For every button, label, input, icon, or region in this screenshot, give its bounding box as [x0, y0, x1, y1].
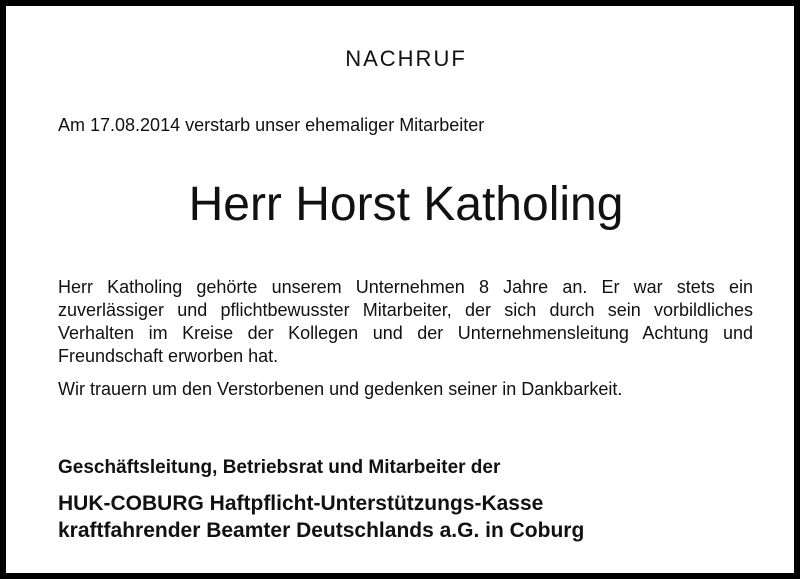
company-name-line-1: HUK-COBURG Haftpflicht-Unterstützungs-Kasse	[58, 492, 544, 515]
tribute-paragraph: Herr Katholing gehörte unserem Unternehmen 8 Jahre an. Er war stets ein zuverlässiger und pflichtbewusster Mitarbeiter, der sich durch sein vorbildliches Verhalten im Kreise der Kollegen und der Unternehmensleitung Achtung und Freundschaft erworben hat.	[58, 277, 753, 366]
intro-line: Am 17.08.2014 verstarb unser ehemaliger Mitarbeiter	[58, 115, 485, 135]
notice-body	[58, 276, 753, 411]
mourning-paragraph: Wir trauern um den Verstorbenen und gedenken seiner in Dankbarkeit.	[58, 379, 623, 399]
signature-line: Geschäftsleitung, Betriebsrat und Mitarbeiter der	[58, 457, 501, 478]
company-name-line-2: kraftfahrender Beamter Deutschlands a.G. in Coburg	[58, 519, 585, 542]
deceased-name: Herr Horst Katholing	[188, 178, 624, 231]
company-name	[58, 490, 584, 544]
notice-heading: NACHRUF	[345, 46, 467, 71]
